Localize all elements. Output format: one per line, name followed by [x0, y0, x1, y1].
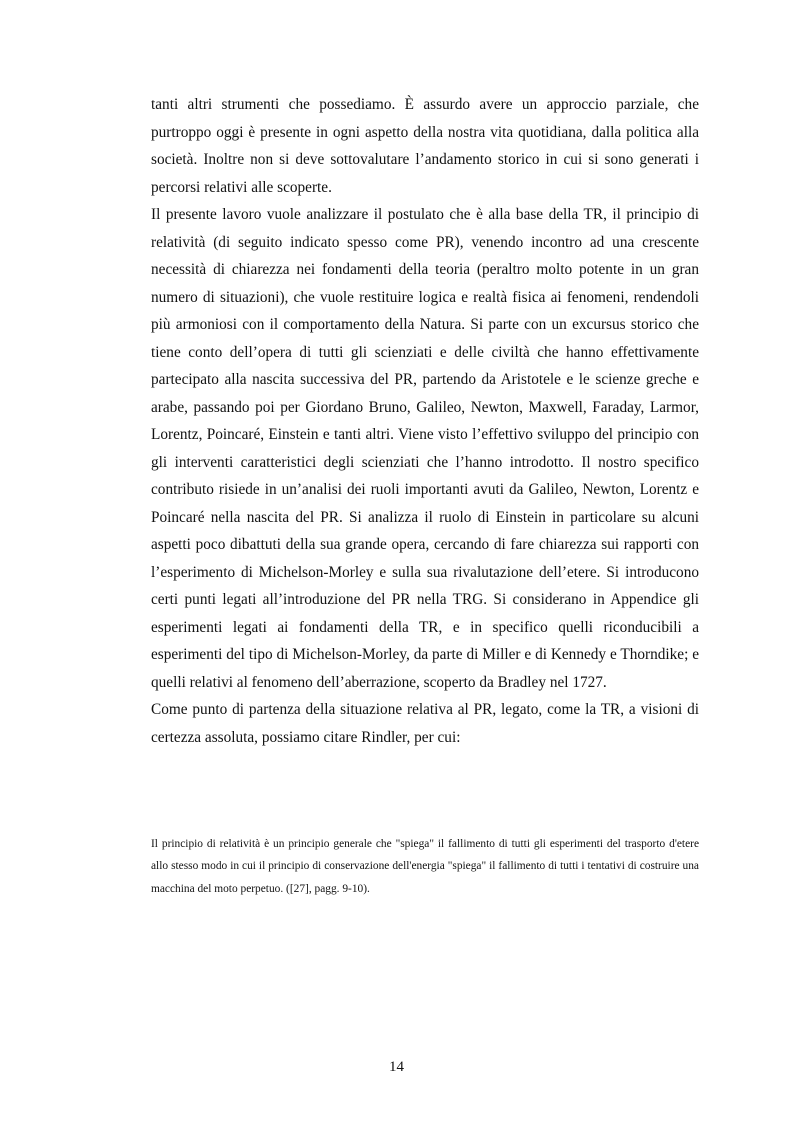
page-number: 14 [389, 1059, 404, 1075]
block-quote: Il principio di relatività è un principio generale che "spiega" il fallimento di tutti gli esperimenti del trasporto d'etere allo stesso modo in cui il principio di conservazione dell'energia "spiega" il fallimento di tutti i tentativi di costruire una macchina del moto perpetuo. ([27], pagg. 9-10). [151, 838, 699, 895]
paragraph-3: Come punto di partenza della situazione relativa al PR, legato, come la TR, a visioni di certezza assoluta, possiamo citare Rindler, per cui: [151, 701, 699, 746]
body-text [151, 91, 699, 751]
paragraph-2: Il presente lavoro vuole analizzare il postulato che è alla base della TR, il principio di relatività (di seguito indicato spesso come PR), venendo incontro ad una crescente necessità di chiarezza nei fondamenti della teoria (peraltro molto potente in un gran numero di situazioni), che vuole restituire logica e realtà fisica ai fenomeni, rendendoli più armoniosi con il comportamento della Natura. Si parte con un excursus storico che tiene conto dell’opera di tutti gli scienziati e delle civiltà che hanno effettivamente partecipato alla nascita successiva del PR, partendo da Aristotele e le scienze greche e arabe, passando poi per Giordano Bruno, Galileo, Newton, Maxwell, Faraday, Larmor, Lorentz, Poincaré, Einstein e tanti altri. Viene visto l’effettivo sviluppo del principio con gli interventi caratteristici degli scienziati che l’hanno introdotto. Il nostro specifico contributo risiede in un’analisi dei ruoli importanti avuti da Galileo, Newton, Lorentz e Poincaré nella nascita del PR. Si analizza il ruolo di Einstein in particolare su alcuni aspetti poco dibattuti della sua grande opera, cercando di fare chiarezza sui rapporti con l’esperimento di Michelson-Morley e sulla sua rivalutazione dell’etere. Si introducono certi punti legati all’introduzione del PR nella TRG. Si considerano in Appendice gli esperimenti legati ai fondamenti della TR, e in specifico quelli riconducibili a esperimenti del tipo di Michelson-Morley, da parte di Miller e di Kennedy e Thorndike; e quelli relativi al fenomeno dell’aberrazione, scoperto da Bradley nel 1727. [151, 206, 699, 691]
paragraph-1: tanti altri strumenti che possediamo. È assurdo avere un approccio parziale, che purtroppo oggi è presente in ogni aspetto della nostra vita quotidiana, dalla politica alla società. Inoltre non si deve sottovalutare l’andamento storico in cui si sono generati i percorsi relativi alle scoperte. [151, 96, 699, 196]
